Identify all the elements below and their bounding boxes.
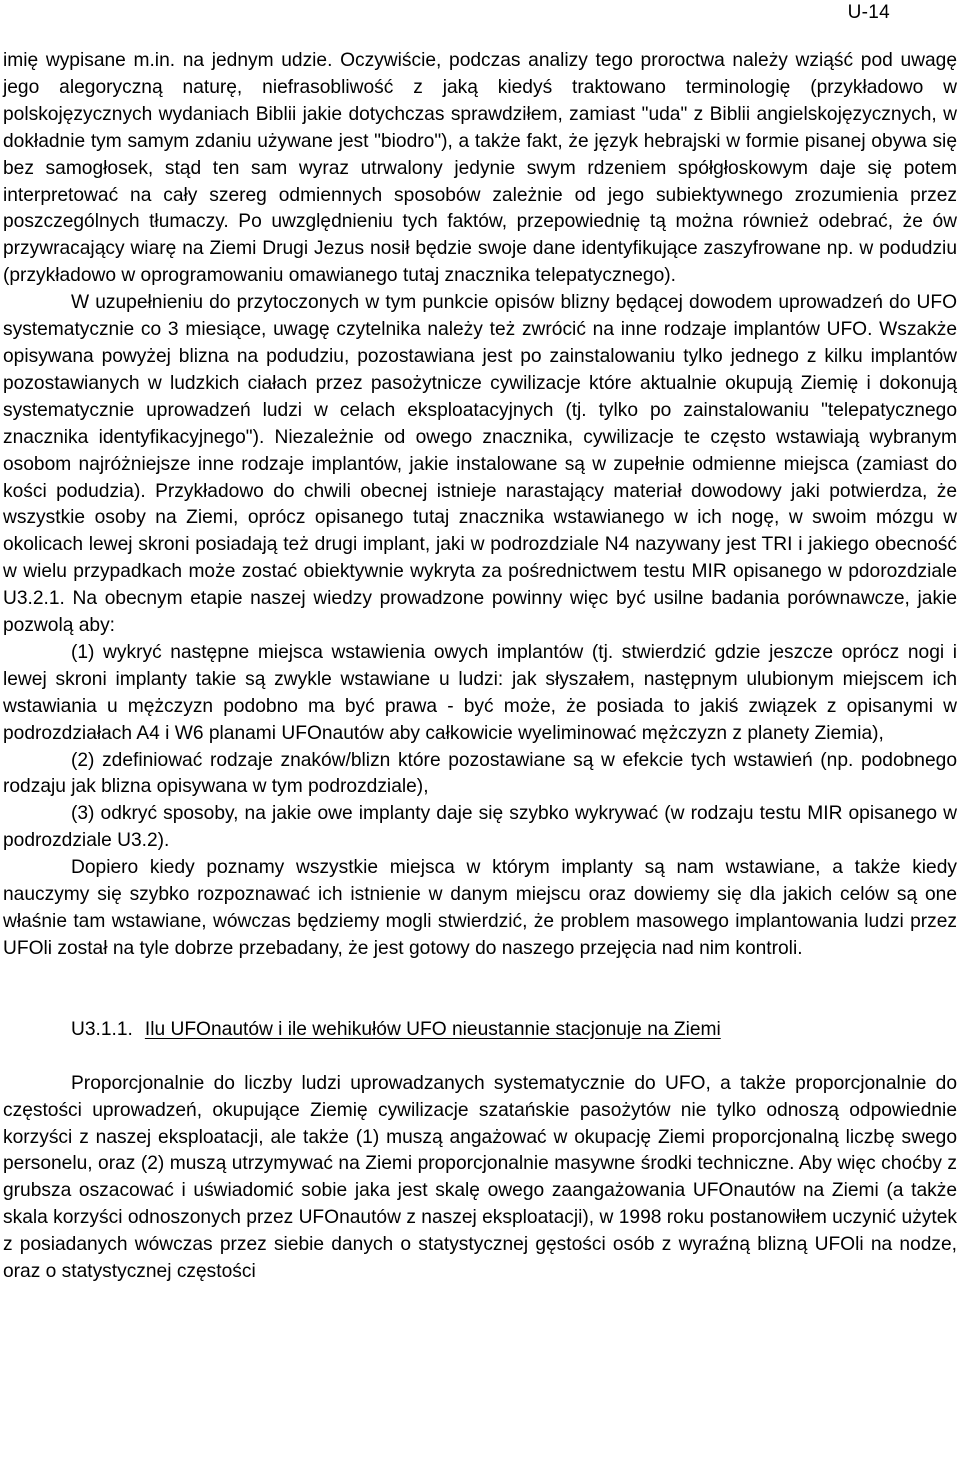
spacer	[3, 963, 957, 1017]
paragraph-implants: W uzupełnieniu do przytoczonych w tym punkcie opisów blizny będącej dowodem uprowadzeń do UFO systematycznie co 3 miesiące, uwagę czytelnika należy też zwrócić na inne rodzaje implantów UFO. Wszakże opisywana powyżej blizna na podudziu, pozostawiana jest po zainstalowaniu tylko jednego z kilku implantów pozostawianych w ludzkich ciałach przez pasożytnicze cywilizacje które aktualnie okupują Ziemię i dokonują systematycznie uprowadzeń ludzi w celach eksploatacyjnych (tj. tylko po zainstalowaniu "telepatycznego znacznika identyfikacyjnego"). Niezależnie od owego znacznika, cywilizacje te często wstawiają wybranym osobom najróżniejsze inne rodzaje implantów, jakie instalowane są w zupełnie odmienne miejsca (zamiast do kości podudzia). Przykładowo do chwili obecnej istnieje narastający materiał dowodowy jaki potwierdza, że wszystkie osoby na Ziemi, oprócz opisanego tutaj znacznika wstawianego w ich nogę, w swoim mózgu w okolicach lewej skroni posiadają też drugi implant, jaki w podrozdziale N4 nazywany jest TRI i jakiego obecność w wielu przypadkach może zostać obiektywnie wykryta za pośrednictwem testu MIR opisanego w pdorozdziale U3.2.1. Na obecnym etapie naszej wiedzy prowadzone powinny więc być usilne badania porównawcze, jakie pozwolą aby:	[3, 292, 957, 637]
section-title: Ilu UFOnautów i ile wehikułów UFO nieustannie stacjonuje na Ziemi	[144, 1018, 721, 1040]
spacer	[3, 1044, 957, 1071]
paragraph-conclusion: Dopiero kiedy poznamy wszystkie miejsca w którym implanty są nam wstawiane, a także kiedy nauczymy się szybko rozpoznawać ich istnienie w danym miejscu oraz dowiemy się dla jakich celów są one właśnie tam wstawiane, wówczas będziemy mogli stwierdzić, że problem masowego implantowania ludzi przez UFOli został na tyle dobrze przebadany, że jest gotowy do naszego przejęcia nad nim kontroli.	[3, 857, 957, 959]
document-body	[3, 48, 957, 1286]
paragraph-continuation: imię wypisane m.in. na jednym udzie. Oczywiście, podczas analizy tego proroctwa należy wziąść pod uwagę jego alegoryczną naturę, niefrasobliwość z jaką kiedyś traktowano terminologię (przykładowo w polskojęzycznych wydaniach Biblii jakie dotychczas sprawdziłem, zamiast "uda" z Biblii angielskojęzycznych, w dokładnie tym samym zdaniu używane jest "biodro"), a także fakt, że język hebrajski w formie pisanej obywa się bez samogłosek, stąd ten sam wyraz utrwalony jedynie swym rdzeniem spółgłoskowym daje się potem interpretować na cały szereg odmiennych sposobów zależnie od jego subiektywnego zrozumienia przez poszczególnych tłumaczy. Po uwzględnieniu tych faktów, przepowiednię tą można również odebrać, że ów przywracający wiarę na Ziemi Drugi Jezus nosił będzie swoje dane identyfikujące zaszyfrowane np. w podudziu (przykładowo w oprogramowaniu omawianego tutaj znacznika telepatycznego).	[3, 50, 957, 287]
list-item-2: (2) zdefiniować rodzaje znaków/blizn które pozostawiane są w efekcie tych wstawień (np. podobnego rodzaju jak blizna opisywana w tym podrozdziale),	[3, 749, 957, 798]
page-number: U-14	[847, 2, 890, 23]
list-item-1: (1) wykryć następne miejsca wstawienia owych implantów (tj. stwierdzić gdzie jeszcze oprócz nogi i lewej skroni implanty takie są zwykle wstawiane u ludzi: jak słyszałem, następnym ulubionym miejscem ich wstawiania u mężczyzn podobno ma być prawa - być może, że posiada to jakiś związek z opisanymi w podrozdziałach A4 i W6 planami UFOnautów aby całkowicie wyeliminować mężczyzn z planety Ziemia),	[3, 641, 957, 744]
list-item-3: (3) odkryć sposoby, na jakie owe implanty daje się szybko wykrywać (w rodzaju testu MIR opisanego w podrozdziale U3.2).	[3, 803, 957, 852]
section-heading	[3, 1017, 957, 1044]
paragraph-proportional: Proporcjonalnie do liczby ludzi uprowadzanych systematycznie do UFO, a także proporcjonalnie do częstości uprowadzeń, okupujące Ziemię cywilizacje szatańskie pasożytów nie tylko odnoszą odpowiednie korzyści z naszej eksploatacji, ale także (1) muszą angażować w okupację Ziemi proporcjonalną liczbę swego personelu, oraz (2) muszą utrzymywać na Ziemi proporcjonalnie masywne środki techniczne. Aby więc choćby z grubsza oszacować i uświadomić sobie jaka jest skalę owego zaangażowania UFOnautów na Ziemi (a także skala korzyści odnoszonych przez UFOnautów z naszej eksploatacji), w 1998 roku postanowiłem uczynić użytek z posiadanych wówczas przez siebie danych o statystycznej gęstości osób z wyraźną blizną UFOli na nodze, oraz o statystycznej częstości	[3, 1072, 957, 1283]
section-number: U3.1.1.	[71, 1018, 133, 1040]
